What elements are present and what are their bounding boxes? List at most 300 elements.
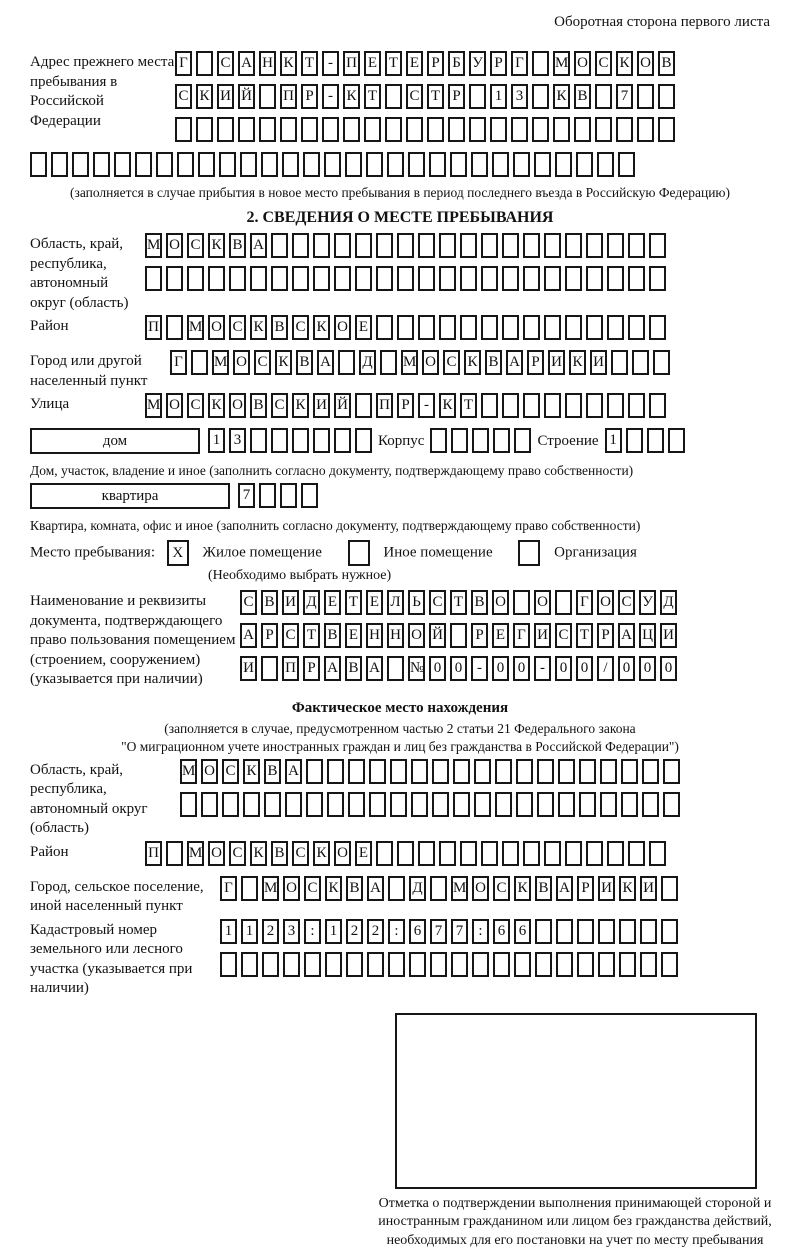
char-box[interactable] [555,152,572,177]
char-box[interactable] [565,393,582,418]
char-box[interactable]: Р [597,623,614,648]
char-box[interactable] [220,952,237,977]
char-box[interactable]: С [217,51,234,76]
char-box[interactable] [282,152,299,177]
char-box[interactable] [556,919,573,944]
char-box[interactable]: О [208,841,225,866]
char-box[interactable]: - [418,393,435,418]
char-box[interactable] [626,428,643,453]
char-box[interactable]: 6 [493,919,510,944]
char-box[interactable]: В [535,876,552,901]
char-box[interactable] [334,233,351,258]
char-box[interactable]: С [618,590,635,615]
char-box[interactable] [271,428,288,453]
char-box[interactable] [607,266,624,291]
char-box[interactable]: 6 [409,919,426,944]
checkbox-inoe[interactable] [348,540,370,566]
char-box[interactable] [544,315,561,340]
char-box[interactable]: 7 [238,483,255,508]
char-box[interactable] [369,759,386,784]
char-box[interactable]: О [472,876,489,901]
char-box[interactable] [292,266,309,291]
char-box[interactable] [313,233,330,258]
char-box[interactable]: М [553,51,570,76]
char-box[interactable] [364,117,381,142]
char-box[interactable]: О [334,841,351,866]
char-box[interactable]: 0 [618,656,635,681]
char-box[interactable]: 0 [576,656,593,681]
char-box[interactable]: М [212,350,229,375]
char-box[interactable]: И [548,350,565,375]
char-box[interactable] [301,117,318,142]
char-box[interactable]: Н [259,51,276,76]
char-box[interactable] [481,841,498,866]
char-box[interactable] [222,792,239,817]
char-box[interactable] [175,117,192,142]
char-box[interactable]: М [145,393,162,418]
char-box[interactable]: 0 [639,656,656,681]
char-box[interactable] [355,266,372,291]
char-box[interactable]: А [506,350,523,375]
char-box[interactable] [450,623,467,648]
char-box[interactable] [653,350,670,375]
char-box[interactable] [611,350,628,375]
char-box[interactable]: Е [345,623,362,648]
char-box[interactable] [586,266,603,291]
char-box[interactable]: В [485,350,502,375]
char-box[interactable]: А [556,876,573,901]
char-box[interactable] [586,315,603,340]
char-box[interactable]: О [492,590,509,615]
char-box[interactable] [565,233,582,258]
char-box[interactable]: К [275,350,292,375]
char-box[interactable] [292,428,309,453]
char-box[interactable]: К [553,84,570,109]
char-box[interactable]: 7 [430,919,447,944]
char-box[interactable] [600,759,617,784]
char-box[interactable] [427,117,444,142]
char-box[interactable]: 3 [511,84,528,109]
char-box[interactable] [649,266,666,291]
char-box[interactable] [280,483,297,508]
char-box[interactable] [649,841,666,866]
char-box[interactable] [367,952,384,977]
char-box[interactable]: 0 [513,656,530,681]
char-box[interactable] [537,792,554,817]
char-box[interactable] [241,952,258,977]
char-box[interactable] [325,952,342,977]
char-box[interactable] [553,117,570,142]
char-box[interactable] [661,952,678,977]
char-box[interactable] [334,266,351,291]
char-box[interactable] [135,152,152,177]
char-box[interactable]: К [325,876,342,901]
char-box[interactable]: 0 [660,656,677,681]
char-box[interactable] [460,315,477,340]
char-box[interactable] [535,919,552,944]
char-box[interactable] [397,315,414,340]
char-box[interactable] [668,428,685,453]
char-box[interactable]: 7 [616,84,633,109]
char-box[interactable]: И [660,623,677,648]
char-box[interactable] [579,759,596,784]
char-box[interactable] [502,233,519,258]
char-box[interactable]: С [443,350,460,375]
char-box[interactable]: И [590,350,607,375]
char-box[interactable] [376,841,393,866]
char-box[interactable]: Т [460,393,477,418]
char-box[interactable]: 2 [346,919,363,944]
char-box[interactable]: Б [448,51,465,76]
char-box[interactable]: А [250,233,267,258]
char-box[interactable]: 0 [450,656,467,681]
char-box[interactable] [51,152,68,177]
char-box[interactable]: Д [409,876,426,901]
char-box[interactable]: И [534,623,551,648]
char-box[interactable]: А [618,623,635,648]
char-box[interactable] [534,152,551,177]
char-box[interactable] [450,152,467,177]
char-box[interactable]: - [471,656,488,681]
char-box[interactable] [619,952,636,977]
char-box[interactable]: В [296,350,313,375]
char-box[interactable] [313,266,330,291]
char-box[interactable]: Й [334,393,351,418]
char-box[interactable] [598,919,615,944]
char-box[interactable] [628,393,645,418]
char-box[interactable] [472,428,489,453]
char-box[interactable] [259,483,276,508]
checkbox-organizaciya[interactable] [518,540,540,566]
char-box[interactable]: И [598,876,615,901]
char-box[interactable]: Г [513,623,530,648]
char-box[interactable] [346,952,363,977]
char-box[interactable]: Т [364,84,381,109]
char-box[interactable]: О [166,393,183,418]
char-box[interactable] [661,919,678,944]
char-box[interactable] [448,117,465,142]
char-box[interactable]: Д [359,350,376,375]
char-box[interactable]: Р [301,84,318,109]
char-box[interactable]: 0 [555,656,572,681]
char-box[interactable]: 1 [325,919,342,944]
char-box[interactable]: Р [303,656,320,681]
char-box[interactable] [642,792,659,817]
char-box[interactable] [577,952,594,977]
char-box[interactable]: И [313,393,330,418]
char-box[interactable]: П [282,656,299,681]
char-box[interactable]: / [597,656,614,681]
char-box[interactable] [250,428,267,453]
char-box[interactable] [532,84,549,109]
char-box[interactable]: Т [427,84,444,109]
char-box[interactable] [93,152,110,177]
char-box[interactable]: К [616,51,633,76]
char-box[interactable] [408,152,425,177]
char-box[interactable] [577,919,594,944]
char-box[interactable] [280,117,297,142]
char-box[interactable]: - [534,656,551,681]
char-box[interactable] [595,84,612,109]
char-box[interactable]: Р [397,393,414,418]
char-box[interactable] [453,759,470,784]
char-box[interactable]: А [367,876,384,901]
char-box[interactable] [523,233,540,258]
char-box[interactable]: О [229,393,246,418]
char-box[interactable] [304,952,321,977]
char-box[interactable] [502,315,519,340]
char-box[interactable]: С [304,876,321,901]
char-box[interactable] [481,393,498,418]
char-box[interactable] [411,792,428,817]
char-box[interactable] [355,428,372,453]
char-box[interactable]: О [283,876,300,901]
char-box[interactable]: 3 [229,428,246,453]
char-box[interactable]: Р [427,51,444,76]
char-box[interactable] [544,393,561,418]
char-box[interactable]: К [208,233,225,258]
char-box[interactable] [471,152,488,177]
char-box[interactable] [481,266,498,291]
char-box[interactable] [243,792,260,817]
char-box[interactable]: К [514,876,531,901]
char-box[interactable] [532,117,549,142]
char-box[interactable]: П [343,51,360,76]
char-box[interactable]: П [145,841,162,866]
char-box[interactable] [177,152,194,177]
char-box[interactable] [663,792,680,817]
char-box[interactable]: С [229,841,246,866]
char-box[interactable]: К [250,841,267,866]
char-box[interactable] [607,233,624,258]
char-box[interactable]: С [240,590,257,615]
char-box[interactable]: Р [527,350,544,375]
char-box[interactable] [345,152,362,177]
char-box[interactable]: К [280,51,297,76]
char-box[interactable] [301,483,318,508]
char-box[interactable] [513,152,530,177]
char-box[interactable]: В [261,590,278,615]
char-box[interactable]: У [639,590,656,615]
char-box[interactable]: Е [355,315,372,340]
char-box[interactable]: П [280,84,297,109]
char-box[interactable] [514,952,531,977]
char-box[interactable]: С [282,623,299,648]
char-box[interactable] [250,266,267,291]
char-box[interactable]: В [658,51,675,76]
char-box[interactable]: К [208,393,225,418]
char-box[interactable]: О [208,315,225,340]
char-box[interactable] [451,952,468,977]
char-box[interactable] [306,792,323,817]
char-box[interactable] [388,876,405,901]
char-box[interactable] [460,266,477,291]
char-box[interactable]: С [595,51,612,76]
char-box[interactable]: С [229,315,246,340]
char-box[interactable] [355,233,372,258]
char-box[interactable]: М [180,759,197,784]
char-box[interactable]: Е [406,51,423,76]
char-box[interactable] [406,117,423,142]
char-box[interactable]: Е [492,623,509,648]
char-box[interactable]: Е [364,51,381,76]
char-box[interactable]: А [366,656,383,681]
char-box[interactable]: В [574,84,591,109]
char-box[interactable] [586,233,603,258]
char-box[interactable]: У [469,51,486,76]
char-box[interactable]: В [229,233,246,258]
char-box[interactable] [481,233,498,258]
char-box[interactable]: В [345,656,362,681]
char-box[interactable] [418,266,435,291]
char-box[interactable] [156,152,173,177]
char-box[interactable] [411,759,428,784]
char-box[interactable] [238,117,255,142]
char-box[interactable] [607,841,624,866]
char-box[interactable]: С [292,841,309,866]
char-box[interactable]: - [322,84,339,109]
char-box[interactable]: П [145,315,162,340]
char-box[interactable]: В [324,623,341,648]
char-box[interactable] [429,152,446,177]
char-box[interactable]: 1 [208,428,225,453]
char-box[interactable] [72,152,89,177]
char-box[interactable] [558,792,575,817]
char-box[interactable] [166,266,183,291]
char-box[interactable]: К [343,84,360,109]
char-box[interactable] [460,233,477,258]
char-box[interactable] [556,952,573,977]
char-box[interactable] [523,266,540,291]
char-box[interactable] [439,315,456,340]
char-box[interactable]: С [493,876,510,901]
char-box[interactable] [376,266,393,291]
char-box[interactable] [303,152,320,177]
char-box[interactable]: К [250,315,267,340]
char-box[interactable] [493,428,510,453]
char-box[interactable]: В [271,315,288,340]
char-box[interactable] [558,759,575,784]
char-box[interactable]: 1 [220,919,237,944]
char-box[interactable] [418,233,435,258]
char-box[interactable]: С [555,623,572,648]
char-box[interactable]: И [240,656,257,681]
char-box[interactable]: К [292,393,309,418]
char-box[interactable]: А [285,759,302,784]
char-box[interactable] [390,792,407,817]
char-box[interactable] [632,350,649,375]
char-box[interactable]: 2 [367,919,384,944]
char-box[interactable] [523,393,540,418]
char-box[interactable]: Г [511,51,528,76]
char-box[interactable] [565,315,582,340]
char-box[interactable]: С [292,315,309,340]
char-box[interactable] [469,84,486,109]
char-box[interactable] [516,792,533,817]
char-box[interactable] [495,759,512,784]
char-box[interactable]: Р [261,623,278,648]
char-box[interactable] [647,428,664,453]
char-box[interactable]: О [233,350,250,375]
char-box[interactable]: : [388,919,405,944]
char-box[interactable]: И [640,876,657,901]
char-box[interactable]: С [187,393,204,418]
char-box[interactable] [114,152,131,177]
char-box[interactable]: И [217,84,234,109]
char-box[interactable]: М [187,841,204,866]
char-box[interactable] [201,792,218,817]
char-box[interactable] [469,117,486,142]
char-box[interactable] [397,266,414,291]
char-box[interactable]: Р [471,623,488,648]
char-box[interactable] [523,841,540,866]
char-box[interactable] [574,117,591,142]
char-box[interactable] [145,266,162,291]
char-box[interactable] [513,590,530,615]
char-box[interactable]: А [317,350,334,375]
char-box[interactable] [322,117,339,142]
char-box[interactable] [285,792,302,817]
char-box[interactable] [240,152,257,177]
char-box[interactable]: С [406,84,423,109]
char-box[interactable]: Г [576,590,593,615]
char-box[interactable]: Г [175,51,192,76]
char-box[interactable] [502,841,519,866]
char-box[interactable]: Т [450,590,467,615]
char-box[interactable] [642,759,659,784]
char-box[interactable]: 3 [283,919,300,944]
char-box[interactable] [430,428,447,453]
char-box[interactable]: А [240,623,257,648]
char-box[interactable]: С [271,393,288,418]
char-box[interactable] [537,759,554,784]
char-box[interactable]: К [313,841,330,866]
char-box[interactable]: С [175,84,192,109]
char-box[interactable]: К [569,350,586,375]
char-box[interactable]: Ь [408,590,425,615]
char-box[interactable]: 2 [262,919,279,944]
char-box[interactable]: Е [324,590,341,615]
char-box[interactable] [397,233,414,258]
char-box[interactable] [229,266,246,291]
char-box[interactable] [628,266,645,291]
char-box[interactable]: О [637,51,654,76]
char-box[interactable] [565,841,582,866]
char-box[interactable] [621,759,638,784]
char-box[interactable]: 6 [514,919,531,944]
char-box[interactable] [628,233,645,258]
char-box[interactable]: О [422,350,439,375]
char-box[interactable]: М [187,315,204,340]
char-box[interactable]: : [304,919,321,944]
char-box[interactable] [493,952,510,977]
char-box[interactable]: Т [345,590,362,615]
char-box[interactable] [628,315,645,340]
char-box[interactable] [637,84,654,109]
char-box[interactable] [271,233,288,258]
char-box[interactable] [474,792,491,817]
char-box[interactable] [348,759,365,784]
char-box[interactable] [261,656,278,681]
char-box[interactable]: С [222,759,239,784]
char-box[interactable] [579,792,596,817]
char-box[interactable] [387,152,404,177]
char-box[interactable] [191,350,208,375]
char-box[interactable] [565,266,582,291]
char-box[interactable] [376,315,393,340]
char-box[interactable]: Н [387,623,404,648]
char-box[interactable] [380,350,397,375]
